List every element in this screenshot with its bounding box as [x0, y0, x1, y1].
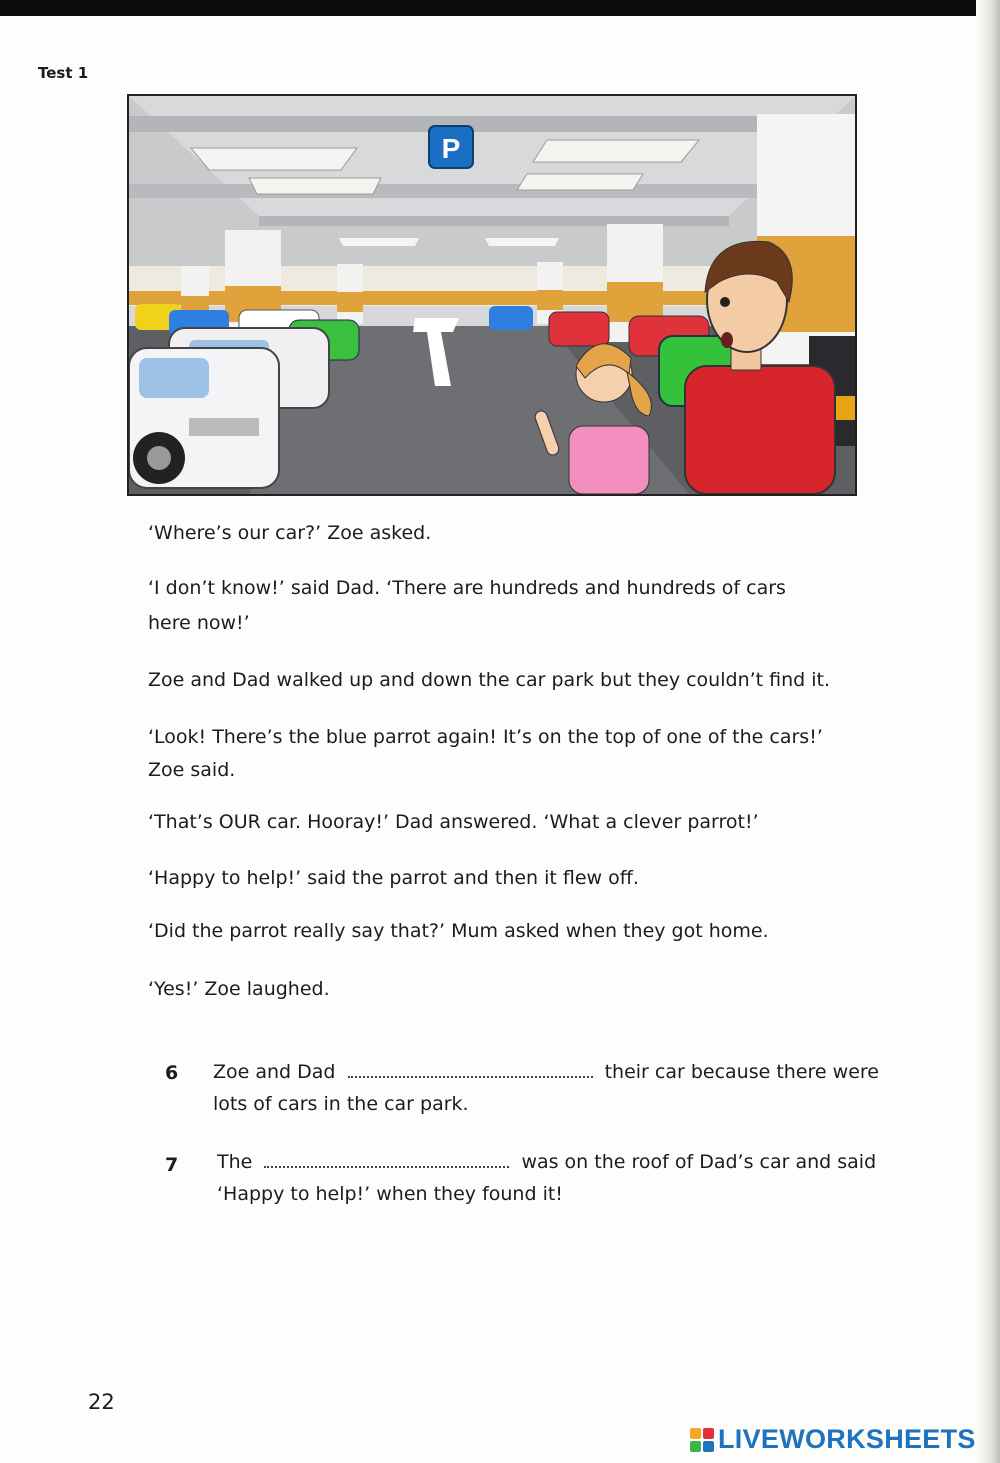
question-7-text-after: was on the roof of Dad’s car and said — [521, 1151, 877, 1173]
story-line-3: here now!’ — [148, 612, 250, 634]
liveworksheets-text: LIVEWORKSHEETS — [718, 1424, 976, 1454]
question-6-text-line2: lots of cars in the car park. — [213, 1093, 469, 1115]
story-line-9: ‘Did the parrot really say that?’ Mum asked when they got home. — [148, 920, 769, 942]
top-dark-edge — [0, 0, 1000, 16]
story-line-2: ‘I don’t know!’ said Dad. ‘There are hundreds and hundreds of cars — [148, 577, 786, 599]
question-6-text-after: their car because there were — [604, 1061, 879, 1083]
story-line-6: Zoe said. — [148, 759, 236, 781]
story-line-7: ‘That’s OUR car. Hooray!’ Dad answered. ‘What a clever parrot!’ — [148, 811, 759, 833]
page-number: 22 — [88, 1390, 115, 1414]
story-line-10: ‘Yes!’ Zoe laughed. — [148, 978, 330, 1000]
liveworksheets-logo — [690, 1424, 976, 1455]
page-edge-shadow — [976, 0, 1000, 1463]
question-7-text-line2: ‘Happy to help!’ when they found it! — [217, 1183, 563, 1205]
question-6-text-before: Zoe and Dad — [213, 1061, 336, 1083]
story-line-1: ‘Where’s our car?’ Zoe asked. — [148, 522, 432, 544]
question-7-answer-blank[interactable] — [264, 1152, 509, 1168]
story-line-8: ‘Happy to help!’ said the parrot and then it flew off. — [148, 867, 639, 889]
story-line-4: Zoe and Dad walked up and down the car park but they couldn’t find it. — [148, 669, 831, 691]
question-7 — [217, 1146, 897, 1210]
question-6 — [213, 1056, 893, 1120]
car-park-illustration — [127, 94, 857, 496]
story-line-5: ‘Look! There’s the blue parrot again! It’s on the top of one of the cars!’ — [148, 726, 823, 748]
liveworksheets-icon — [690, 1428, 714, 1452]
question-7-text-before: The — [217, 1151, 253, 1173]
test-label: Test 1 — [38, 64, 89, 82]
question-7-number: 7 — [165, 1154, 179, 1176]
question-6-answer-blank[interactable] — [348, 1062, 593, 1078]
question-6-number: 6 — [165, 1062, 179, 1084]
parking-sign-letter: P — [441, 133, 461, 164]
